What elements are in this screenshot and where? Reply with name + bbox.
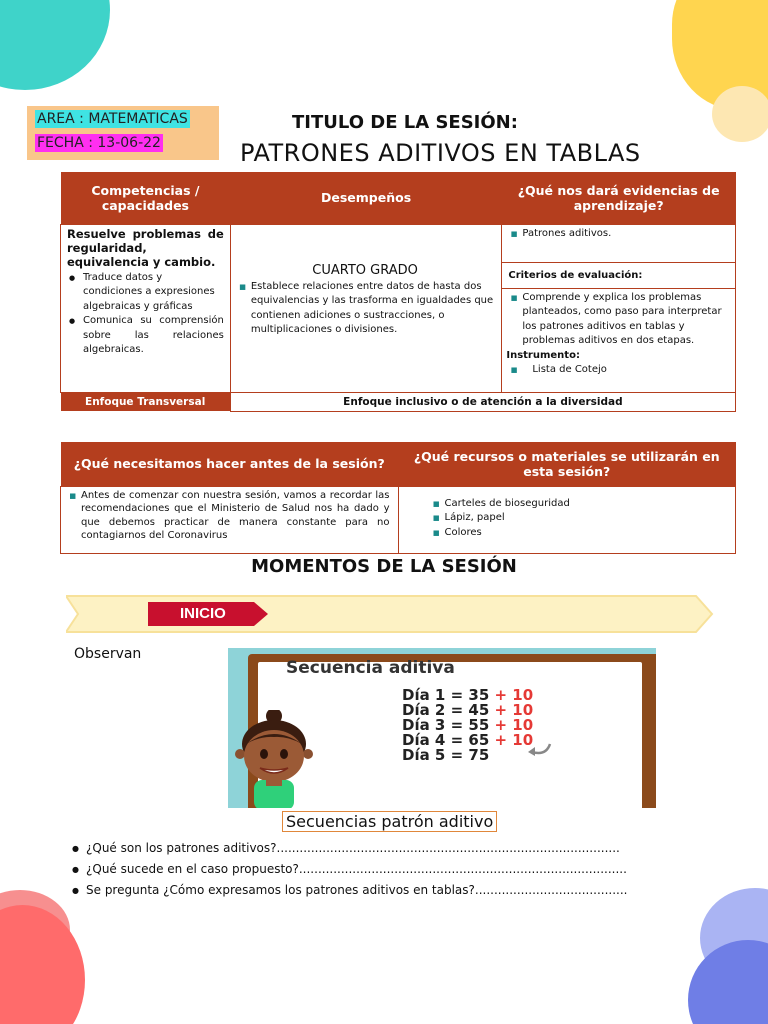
- instrumento-item: ▪ Lista de Cotejo: [506, 363, 731, 378]
- sequence-plus: + 10: [494, 686, 534, 704]
- competencia-title: Resuelve problemas de regularidad, equivalencia y cambio.: [67, 226, 224, 269]
- sequence-value: 45: [468, 701, 490, 719]
- inicio-label: INICIO: [180, 605, 226, 622]
- antes-item: ▪ Antes de comenzar con nuestra sesión, vamos a recordar las recomendaciones que el Ministerio de Salud nos ha dado y que debemos practicar de manera constante para no contagiarnos del Coronavirus: [65, 489, 390, 543]
- antes-cell: [61, 486, 399, 553]
- recurso-item: ▪ Colores: [429, 526, 732, 541]
- competencia-cell: [61, 224, 231, 392]
- instrumento-list: [506, 363, 731, 378]
- sequence-day: Día 3: [402, 716, 446, 734]
- header-competencias: Competencias / capacidades: [61, 172, 231, 224]
- sequence-row: Día 1 = 35 + 10: [402, 686, 534, 704]
- decorative-blob-cream: [712, 86, 768, 142]
- titulo-label: TITULO DE LA SESIÓN:: [292, 112, 518, 133]
- sequence-value: 65: [468, 731, 490, 749]
- grado-label: CUARTO GRADO: [312, 262, 418, 278]
- competencias-table: [60, 172, 736, 412]
- desempeno-cell: [230, 224, 502, 392]
- enfoque-label: Enfoque Transversal: [61, 392, 231, 411]
- preparacion-table: [60, 442, 736, 554]
- sequence-day: Día 4: [402, 731, 446, 749]
- questions-list: [72, 838, 627, 901]
- sequence-value: 55: [468, 716, 490, 734]
- criterio-item: ▪ Comprende y explica los problemas planteados, como paso para interpretar los patrones aditivos en tablas y problemas aditivos en dos etapas.: [506, 291, 731, 349]
- girl-character: [228, 710, 318, 808]
- enfoque-value: Enfoque inclusivo o de atención a la diversidad: [230, 392, 735, 411]
- capacidad-item: ● Traduce datos y condiciones a expresiones algebraicas y gráficas: [67, 271, 224, 315]
- capacidades-list: [67, 271, 224, 358]
- evidencia-cell: [502, 224, 736, 262]
- sequence-row: Día 3 = 55 + 10: [402, 716, 534, 734]
- question-item: ● Se pregunta ¿Cómo expresamos los patrones aditivos en tablas?........................................: [72, 880, 627, 901]
- header-desempenos: Desempeños: [230, 172, 502, 224]
- question-item: ● ¿Qué sucede en el caso propuesto?......................................................................................: [72, 859, 627, 880]
- area-label: AREA : MATEMATICAS: [37, 111, 188, 127]
- recursos-list: [429, 497, 732, 541]
- recursos-cell: [398, 486, 736, 553]
- decorative-blob-teal: [0, 0, 110, 90]
- evidencia-list: [506, 227, 731, 242]
- desempeno-list: [235, 280, 496, 338]
- decorative-blob-blue: [688, 940, 768, 1024]
- header-evidencias: ¿Qué nos dará evidencias de aprendizaje?: [502, 172, 736, 224]
- capacidad-item: ● Comunica su comprensión sobre las relaciones algebraicas.: [67, 314, 224, 358]
- sequence-plus: + 10: [494, 701, 534, 719]
- header-recursos: ¿Qué recursos o materiales se utilizarán en esta sesión?: [398, 442, 736, 486]
- question-item: ● ¿Qué son los patrones aditivos?..........................................................................................: [72, 838, 627, 859]
- momentos-title: MOMENTOS DE LA SESIÓN: [251, 556, 517, 577]
- antes-list: [65, 489, 390, 543]
- sequence-day: Día 1: [402, 686, 446, 704]
- criterios-list: [506, 291, 731, 349]
- evidencia-item: ▪ Patrones aditivos.: [506, 227, 731, 242]
- sequence-value: 75: [468, 746, 490, 764]
- sequence-plus: + 10: [494, 716, 534, 734]
- sequence-day: Día 5: [402, 746, 446, 764]
- secuencia-illustration: [228, 648, 656, 808]
- recurso-item: ▪ Lápiz, papel: [429, 511, 732, 526]
- header-antes: ¿Qué necesitamos hacer antes de la sesión?: [61, 442, 399, 486]
- sequence-row: Día 5 = 75: [402, 746, 490, 764]
- session-title: PATRONES ADITIVOS EN TABLAS: [240, 139, 641, 167]
- instrumento-label: Instrumento:: [506, 349, 580, 361]
- sequence-row: Día 4 = 65 + 10: [402, 731, 534, 749]
- sequence-value: 35: [468, 686, 490, 704]
- sequence-row: Día 2 = 45 + 10: [402, 701, 534, 719]
- desempeno-item: ▪ Establece relaciones entre datos de hasta dos equivalencias y las trasforma en igualdades que contienen adiciones o sustracciones, o multiplicaciones o divisiones.: [235, 280, 496, 338]
- illustration-caption: Secuencias patrón aditivo: [282, 811, 497, 832]
- inicio-banner: [66, 594, 714, 634]
- criterios-label: Criterios de evaluación:: [502, 262, 736, 288]
- recurso-item: ▪ Carteles de bioseguridad: [429, 497, 732, 512]
- sequence-day: Día 2: [402, 701, 446, 719]
- criterios-cell: [502, 288, 736, 392]
- curved-arrow-icon: [524, 740, 554, 760]
- observan-label: Observan: [74, 646, 142, 662]
- board-title: Secuencia aditiva: [286, 658, 455, 678]
- decorative-blob-coral: [0, 905, 85, 1024]
- sequence-plus: + 10: [494, 731, 534, 749]
- fecha-label: FECHA : 13-06-22: [37, 135, 161, 151]
